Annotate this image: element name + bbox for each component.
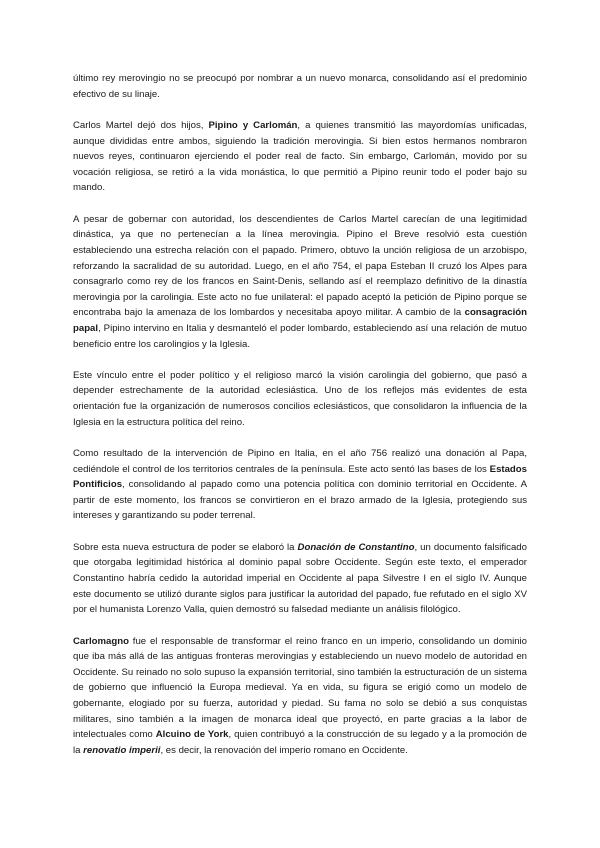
emphasis-estados-pontificios: Estados Pontificios [73,463,527,491]
emphasis-pipino-carloman: Pipino y Carlomán [208,119,298,131]
paragraph-6: Sobre esta nueva estructura de poder se elaboró la Donación de Constantino, un documento falsificado que otorgaba legitimidad histórica al dominio papal sobre Occidente. Según este texto, el emperador Constantino habría cedido la autoridad imperial en Occidente al papa Silvestre I en el siglo IV. Aunque este documento se utilizó durante siglos para justificar la autoridad del papado, fue refutado en el siglo XV por el humanista Lorenzo Valla, quien demostró su falsedad mediante un análisis filológico. [73,541,527,616]
paragraph-4: Este vínculo entre el poder político y el religioso marcó la visión carolingia del gobierno, que pasó a depender estrechamente de la autoridad eclesiástica. Uno de los reflejos más evidentes de esta orientación fue la organización de numerosos concilios eclesiásticos, que consolidaron la influencia de la Iglesia en la estructura política del reino. [73,369,527,428]
document-body [73,71,527,774]
paragraph-5: Como resultado de la intervención de Pipino en Italia, en el año 756 realizó una donación al Papa, cediéndole el control de los territorios centrales de la península. Este acto sentó las bases de los Estados Pontificios, consolidando al papado como una potencia política con dominio territorial en Occidente. A partir de este momento, los francos se convirtieron en el brazo armado de la Iglesia, protegiendo sus intereses y garantizando su poder terrenal. [73,448,527,522]
paragraph-3: A pesar de gobernar con autoridad, los descendientes de Carlos Martel carecían de una legitimidad dinástica, ya que no pertenecían a la línea merovingia. Pipino el Breve resolvió esta cuestión estableciendo una estrecha relación con el papado. Primero, obtuvo la unción religiosa de un arzobispo, reforzando la sacralidad de su autoridad. Luego, en el año 754, el papa Esteban II cruzó los Alpes para consagrarlo como rey de los francos en Saint-Denis, sellando así el reemplazo definitivo de la dinastía merovingia por la carolingia. Este acto no fue unilateral: el papado aceptó la petición de Pipino porque se encontraba bajo la amenaza de los lombardos y necesitaba apoyo militar. A cambio de la consagración papal, Pipino intervino en Italia y desmanteló el poder lombardo, estableciendo así una relación de mutuo beneficio entre los carolingios y la Iglesia. [73,213,527,350]
emphasis-alcuino-de-york: Alcuino de York [155,729,229,741]
paragraph-1: último rey merovingio no se preocupó por nombrar a un nuevo monarca, consolidando así el predominio efectivo de su linaje. [73,73,527,100]
emphasis-consagracion-papal: consagración papal [73,307,527,334]
paragraph-7: Carlomagno fue el responsable de transformar el reino franco en un imperio, consolidando un dominio que iba más allá de las antiguas fronteras merovingias y estableciendo un nuevo modelo de autoridad en Occidente. Su reinado no solo supuso la expansión territorial, sino también la estructuración de un sistema de gobierno que influenció la Europa medieval. Ya en vida, su figura se erigió como un modelo de gobernante, elogiado por su fuerza, autoridad y piedad. Su fama no solo se debió a sus conquistas militares, sino también a la imagen de monarca ideal que proyectó, en parte gracias a la labor de intelectuales como Alcuino de York, quien contribuyó a la construcción de su legado y a la promoción de la renovatio imperii, es decir, la renovación del imperio romano en Occidente. [73,635,527,756]
emphasis-donacion-constantino: Donación de Constantino [297,541,415,553]
paragraph-2: Carlos Martel dejó dos hijos, Pipino y Carlomán, a quienes transmitió las mayordomías unificadas, aunque divididas entre ambos, siguiendo la tradición merovingia. Si bien estos hermanos nombraron nuevos reyes, continuaron ejerciendo el poder real de facto. Sin embargo, Carlomán, movido por su vocación religiosa, se retiró a la vida monástica, lo que permitió a Pipino reunir todo el poder bajo su mando. [73,119,527,194]
emphasis-carlomagno: Carlomagno [73,635,129,647]
emphasis-renovatio-imperii: renovatio imperii [83,744,161,756]
